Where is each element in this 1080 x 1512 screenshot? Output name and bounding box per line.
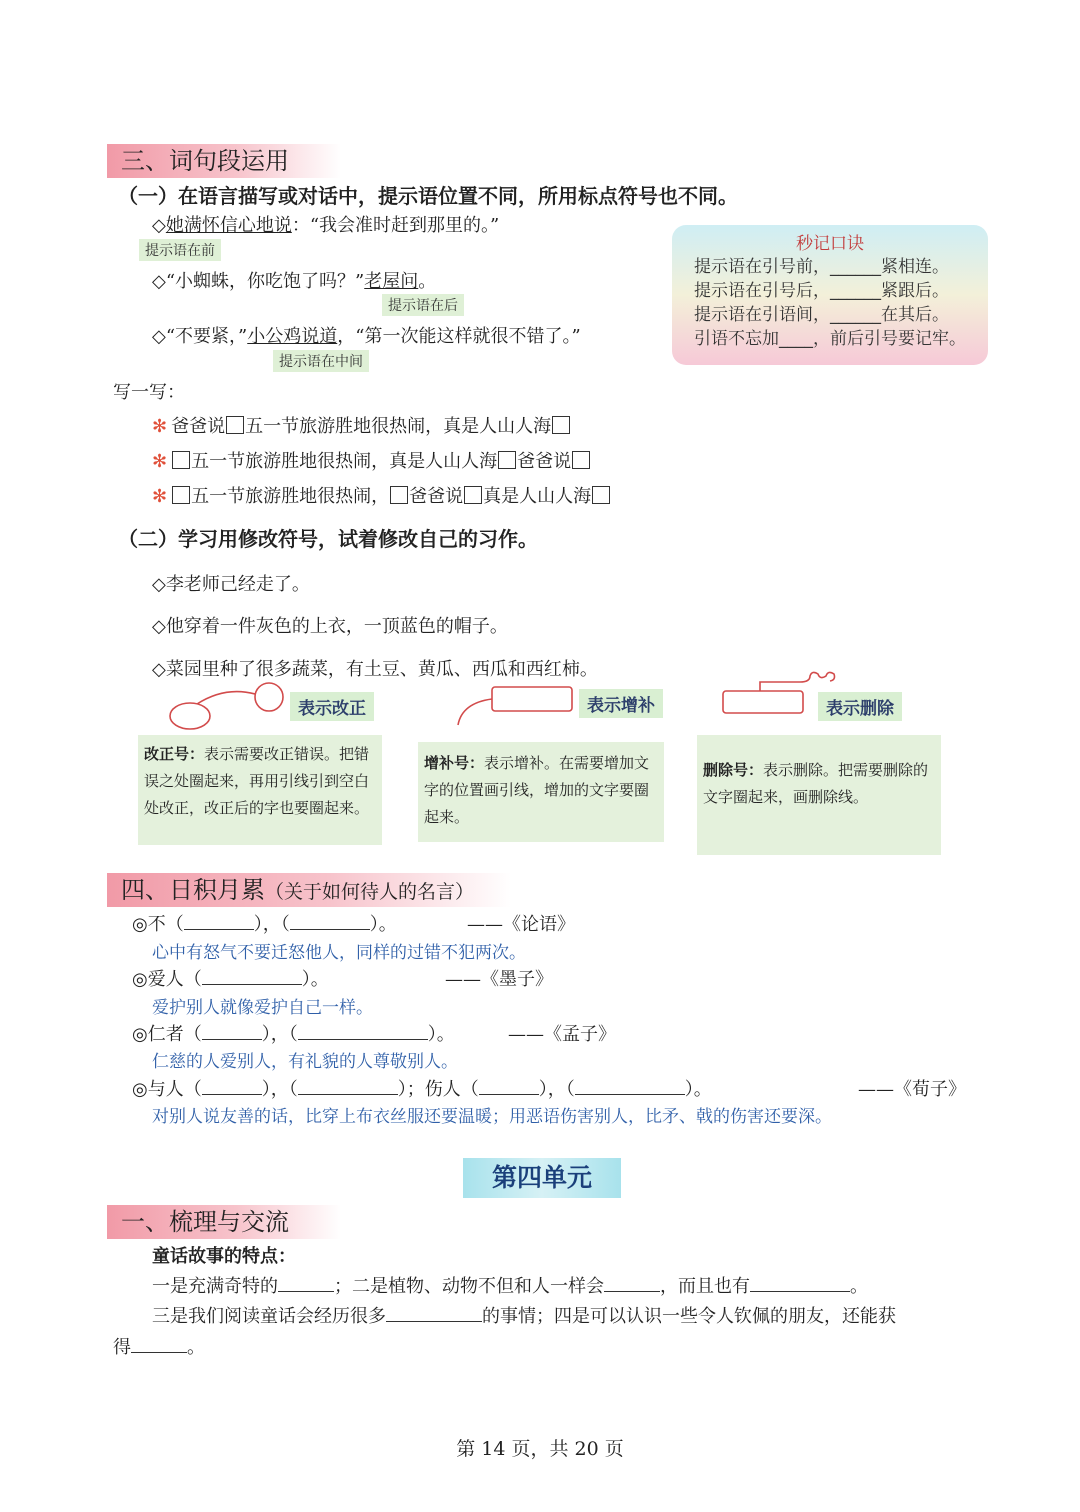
answer-blank[interactable] (278, 1291, 334, 1292)
star-icon: ✻ (152, 486, 168, 507)
quote-2: ◎爱人（ ）。 (132, 969, 329, 990)
answer-blank[interactable] (184, 929, 254, 930)
insertion-label: 表示增补 (579, 689, 663, 718)
answer-blank[interactable] (298, 1039, 428, 1040)
tag-after: 提示语在后 (382, 294, 464, 316)
quote-1-source: ——《论语》 (467, 914, 575, 935)
answer-blank[interactable] (604, 1291, 660, 1292)
write-line-1: ✻ 爸爸说 五一节旅游胜地很热闹，真是人山人海 (152, 412, 571, 438)
punct-box[interactable] (592, 486, 610, 504)
unit4-section1-title: 一、梳理与交流 (107, 1205, 341, 1239)
correction-desc-box: 改正号：表示需要改正错误。把错误之处圈起来，再用引线引到空白处改正，改正后的字也要圈起来。 (138, 735, 382, 845)
tag-middle: 提示语在中间 (273, 350, 369, 372)
mnemonic-line: 提示语在引号后，______紧跟后。 (694, 281, 949, 301)
star-icon: ✻ (152, 416, 168, 437)
insertion-symbol-icon (452, 683, 577, 728)
punct-box[interactable] (572, 451, 590, 469)
section4-title: 四、日积月累（关于如何待人的名言） (107, 873, 511, 907)
mnemonic-line: 提示语在引号前，______紧相连。 (694, 257, 949, 277)
quote-3-source: ——《孟子》 (508, 1024, 616, 1045)
answer-blank[interactable] (202, 1094, 262, 1095)
punct-box[interactable] (172, 486, 190, 504)
answer-blank[interactable] (575, 1094, 685, 1095)
write-line-3: ✻ 五一节旅游胜地很热闹， 爸爸说 真是人山人海 (152, 482, 611, 508)
quote-2-source: ——《墨子》 (445, 969, 553, 990)
quote-4-explanation: 对别人说友善的话，比穿上布衣丝服还要温暖；用恶语伤害别人，比矛、戟的伤害还要深。 (152, 1107, 832, 1127)
answer-blank[interactable] (479, 1094, 539, 1095)
mnemonic-title: 秒记口诀 (796, 234, 864, 254)
features-line-1: 一是充满奇特的 ；二是植物、动物不但和人一样会 ，而且也有 。 (152, 1276, 868, 1297)
tag-before: 提示语在前 (139, 239, 221, 261)
features-line-3: 得 。 (113, 1337, 205, 1358)
example-2: ◇“小蜘蛛，你吃饱了吗？”老屋问。 (152, 271, 437, 292)
quote-1-explanation: 心中有怒气不要迁怒他人，同样的过错不犯两次。 (152, 943, 526, 963)
correction-symbol-icon (165, 680, 290, 732)
insertion-desc-box: 增补号：表示增补。在需要增加文字的位置画引线，增加的文字要圈起来。 (418, 742, 664, 842)
section3-sub2: （二）学习用修改符号，试着修改自己的习作。 (118, 527, 538, 551)
punct-box[interactable] (390, 486, 408, 504)
features-line-2: 三是我们阅读童话会经历很多 的事情；四是可以认识一些令人钦佩的朋友，还能获 (152, 1306, 896, 1327)
example-1: ◇她满怀信心地说：“我会准时赶到那里的。” (152, 215, 500, 236)
mnemonic-line: 提示语在引语间，______在其后。 (694, 305, 949, 325)
mnemonic-box (672, 225, 988, 365)
punct-box[interactable] (172, 451, 190, 469)
mnemonic-line: 引语不忘加____，前后引号要记牢。 (694, 329, 966, 349)
write-label: 写一写： (113, 382, 185, 403)
section3-sub1: （一）在语言描写或对话中，提示语位置不同，所用标点符号也不同。 (118, 184, 738, 208)
star-icon: ✻ (152, 451, 168, 472)
revise-sentence-3: ◇菜园里种了很多蔬菜，有土豆、黄瓜、西瓜和西红柿。 (152, 659, 598, 680)
quote-4: ◎与人（ ），（ ）；伤人（ ），（ ）。 (132, 1079, 712, 1100)
quote-3: ◎仁者（ ），（ ）。 (132, 1024, 455, 1045)
prompt-1: 她满怀信心地说 (165, 215, 292, 236)
answer-blank[interactable] (202, 984, 302, 985)
punct-box[interactable] (552, 416, 570, 434)
revise-sentence-1: ◇李老师己经走了。 (152, 574, 310, 595)
answer-blank[interactable] (131, 1352, 187, 1353)
quote-1: ◎不（ ），（ ）。 (132, 914, 397, 935)
prompt-2: 老屋问 (364, 271, 419, 292)
deletion-label: 表示删除 (818, 692, 902, 721)
page-footer: 第 14 页，共 20 页 (456, 1438, 624, 1460)
quote-3-explanation: 仁慈的人爱别人，有礼貌的人尊敬别人。 (152, 1052, 458, 1072)
write-line-2: ✻ 五一节旅游胜地很热闹，真是人山人海 爸爸说 (152, 447, 591, 473)
prompt-3: 小公鸡说道 (247, 326, 338, 347)
section3-title: 三、词句段运用 (107, 144, 341, 178)
punct-box[interactable] (498, 451, 516, 469)
deletion-desc-box: 删除号：表示删除。把需要删除的文字圈起来，画删除线。 (697, 735, 941, 855)
correction-label: 表示改正 (290, 692, 374, 721)
example-3: ◇“不要紧，”小公鸡说道，“第一次能这样就很不错了。” (152, 326, 581, 347)
unit-title: 第四单元 (463, 1158, 621, 1198)
punct-box[interactable] (226, 416, 244, 434)
answer-blank[interactable] (298, 1094, 398, 1095)
answer-blank[interactable] (750, 1291, 850, 1292)
answer-blank[interactable] (290, 929, 370, 930)
answer-blank[interactable] (202, 1039, 262, 1040)
features-label: 童话故事的特点： (152, 1246, 296, 1267)
quote-2-explanation: 爱护别人就像爱护自己一样。 (152, 998, 373, 1018)
revise-sentence-2: ◇他穿着一件灰色的上衣，一顶蓝色的帽子。 (152, 616, 508, 637)
punct-box[interactable] (464, 486, 482, 504)
quote-4-source: ——《荀子》 (858, 1079, 966, 1100)
answer-blank[interactable] (386, 1321, 482, 1322)
